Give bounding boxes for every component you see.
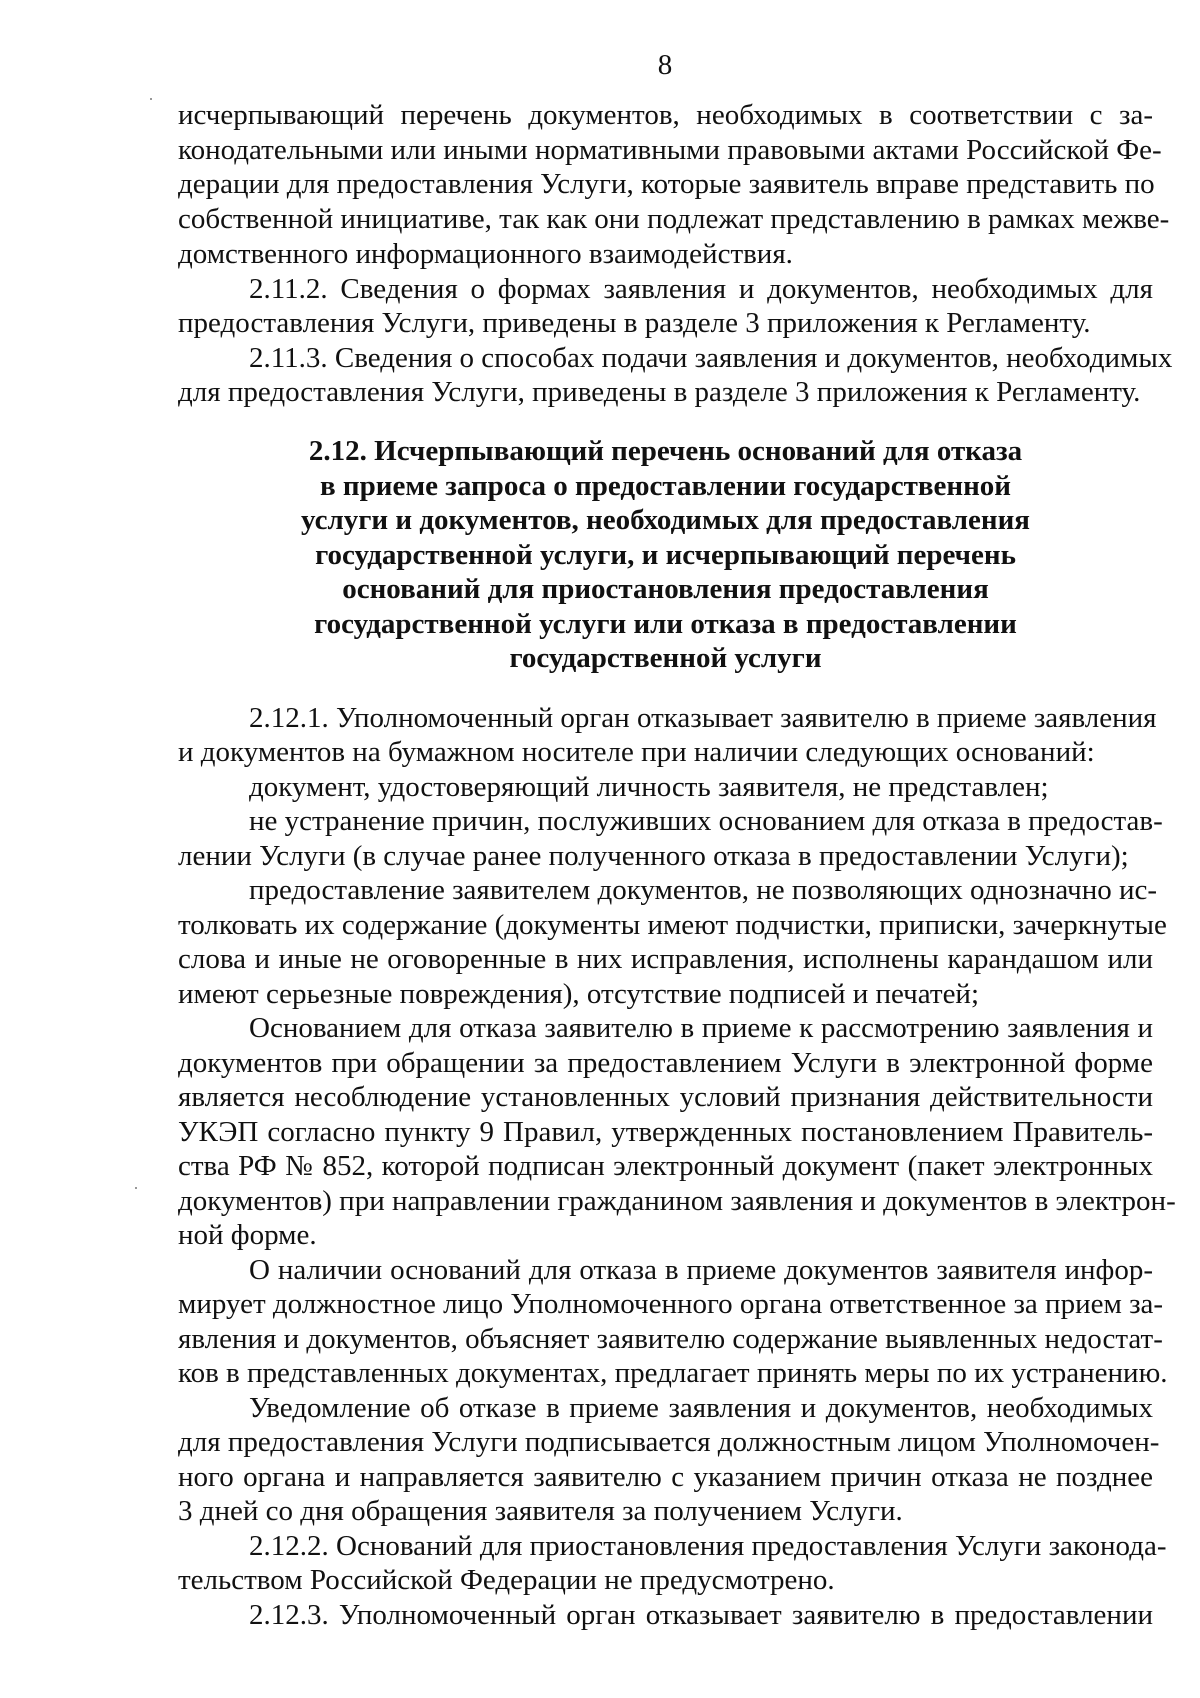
text-line: Уведомление об отказе в приеме заявления и документов, необходимых bbox=[249, 1392, 1153, 1424]
text-line: 2.12.1. Уполномоченный орган отказывает заявителю в приеме заявления bbox=[249, 702, 1157, 734]
text-line: слова и иные не оговоренные в них исправления, исполнены карандашом или bbox=[178, 943, 1153, 975]
text-line: документов) при направлении гражданином заявления и документов в электрон- bbox=[178, 1185, 1176, 1217]
text-line: ной форме. bbox=[178, 1219, 317, 1251]
text-line: конодательными или иными нормативными правовыми актами Российской Фе- bbox=[178, 134, 1162, 166]
text-line: ков в представленных документах, предлагает принять меры по их устранению. bbox=[178, 1357, 1168, 1389]
section-heading-line: государственной услуги или отказа в предоставлении bbox=[314, 608, 1017, 640]
text-line: собственной инициативе, так как они подлежат представлению в рамках межве- bbox=[178, 203, 1170, 235]
section-heading-line: в приеме запроса о предоставлении государственной bbox=[320, 470, 1011, 502]
text-line: для предоставления Услуги подписывается должностным лицом Уполномочен- bbox=[178, 1426, 1160, 1458]
text-line: не устранение причин, послуживших основанием для отказа в предостав- bbox=[249, 805, 1163, 837]
text-line: Основанием для отказа заявителю в приеме к рассмотрению заявления и bbox=[249, 1012, 1153, 1044]
section-heading-line: оснований для приостановления предоставления bbox=[342, 573, 989, 605]
text-line: является несоблюдение установленных условий признания действительности bbox=[178, 1081, 1153, 1113]
text-line: 3 дней со дня обращения заявителя за получением Услуги. bbox=[178, 1495, 903, 1527]
text-line: 2.11.2. Сведения о формах заявления и документов, необходимых для bbox=[249, 273, 1153, 305]
scan-speck bbox=[135, 1187, 137, 1189]
text-line: явления и документов, объясняет заявителю содержание выявленных недостат- bbox=[178, 1323, 1163, 1355]
section-heading-line: государственной услуги, и исчерпывающий перечень bbox=[315, 539, 1016, 571]
text-line: для предоставления Услуги, приведены в разделе 3 приложения к Регламенту. bbox=[178, 376, 1141, 408]
text-line: домственного информационного взаимодействия. bbox=[178, 238, 793, 270]
text-line: имеют серьезные повреждения), отсутствие подписей и печатей; bbox=[178, 978, 980, 1010]
text-line: 2.12.2. Оснований для приостановления предоставления Услуги законода- bbox=[249, 1530, 1167, 1562]
text-line: исчерпывающий перечень документов, необходимых в соответствии с за- bbox=[178, 99, 1153, 131]
text-line: 2.12.3. Уполномоченный орган отказывает заявителю в предоставлении bbox=[249, 1599, 1153, 1631]
scan-speck bbox=[150, 98, 152, 100]
text-line: дерации для предоставления Услуги, которые заявитель вправе представить по bbox=[178, 168, 1155, 200]
text-line: О наличии оснований для отказа в приеме документов заявителя инфор- bbox=[249, 1254, 1153, 1286]
page-number: 8 bbox=[657, 49, 673, 81]
text-line: 2.11.3. Сведения о способах подачи заявления и документов, необходимых bbox=[249, 342, 1173, 374]
text-line: предоставление заявителем документов, не позволяющих однозначно ис- bbox=[249, 874, 1158, 906]
section-heading-line: 2.12. Исчерпывающий перечень оснований для отказа bbox=[308, 435, 1023, 467]
text-line: толковать их содержание (документы имеют подчистки, приписки, зачеркнутые bbox=[178, 909, 1167, 941]
text-line: и документов на бумажном носителе при наличии следующих оснований: bbox=[178, 736, 1095, 768]
section-heading-line: государственной услуги bbox=[509, 642, 822, 674]
text-line: предоставления Услуги, приведены в разделе 3 приложения к Регламенту. bbox=[178, 307, 1091, 339]
text-line: тельством Российской Федерации не предусмотрено. bbox=[178, 1564, 835, 1596]
text-line: лении Услуги (в случае ранее полученного отказа в предоставлении Услуги); bbox=[178, 840, 1129, 872]
text-line: ства РФ № 852, которой подписан электронный документ (пакет электронных bbox=[178, 1150, 1153, 1182]
section-heading-line: услуги и документов, необходимых для предоставления bbox=[301, 504, 1030, 536]
text-line: мирует должностное лицо Уполномоченного органа ответственное за прием за- bbox=[178, 1288, 1164, 1320]
text-line: документ, удостоверяющий личность заявителя, не представлен; bbox=[249, 771, 1049, 803]
text-line: ного органа и направляется заявителю с указанием причин отказа не позднее bbox=[178, 1461, 1153, 1493]
text-line: УКЭП согласно пункту 9 Правил, утвержденных постановлением Правитель- bbox=[178, 1116, 1153, 1148]
text-line: документов при обращении за предоставлением Услуги в электронной форме bbox=[178, 1047, 1153, 1079]
